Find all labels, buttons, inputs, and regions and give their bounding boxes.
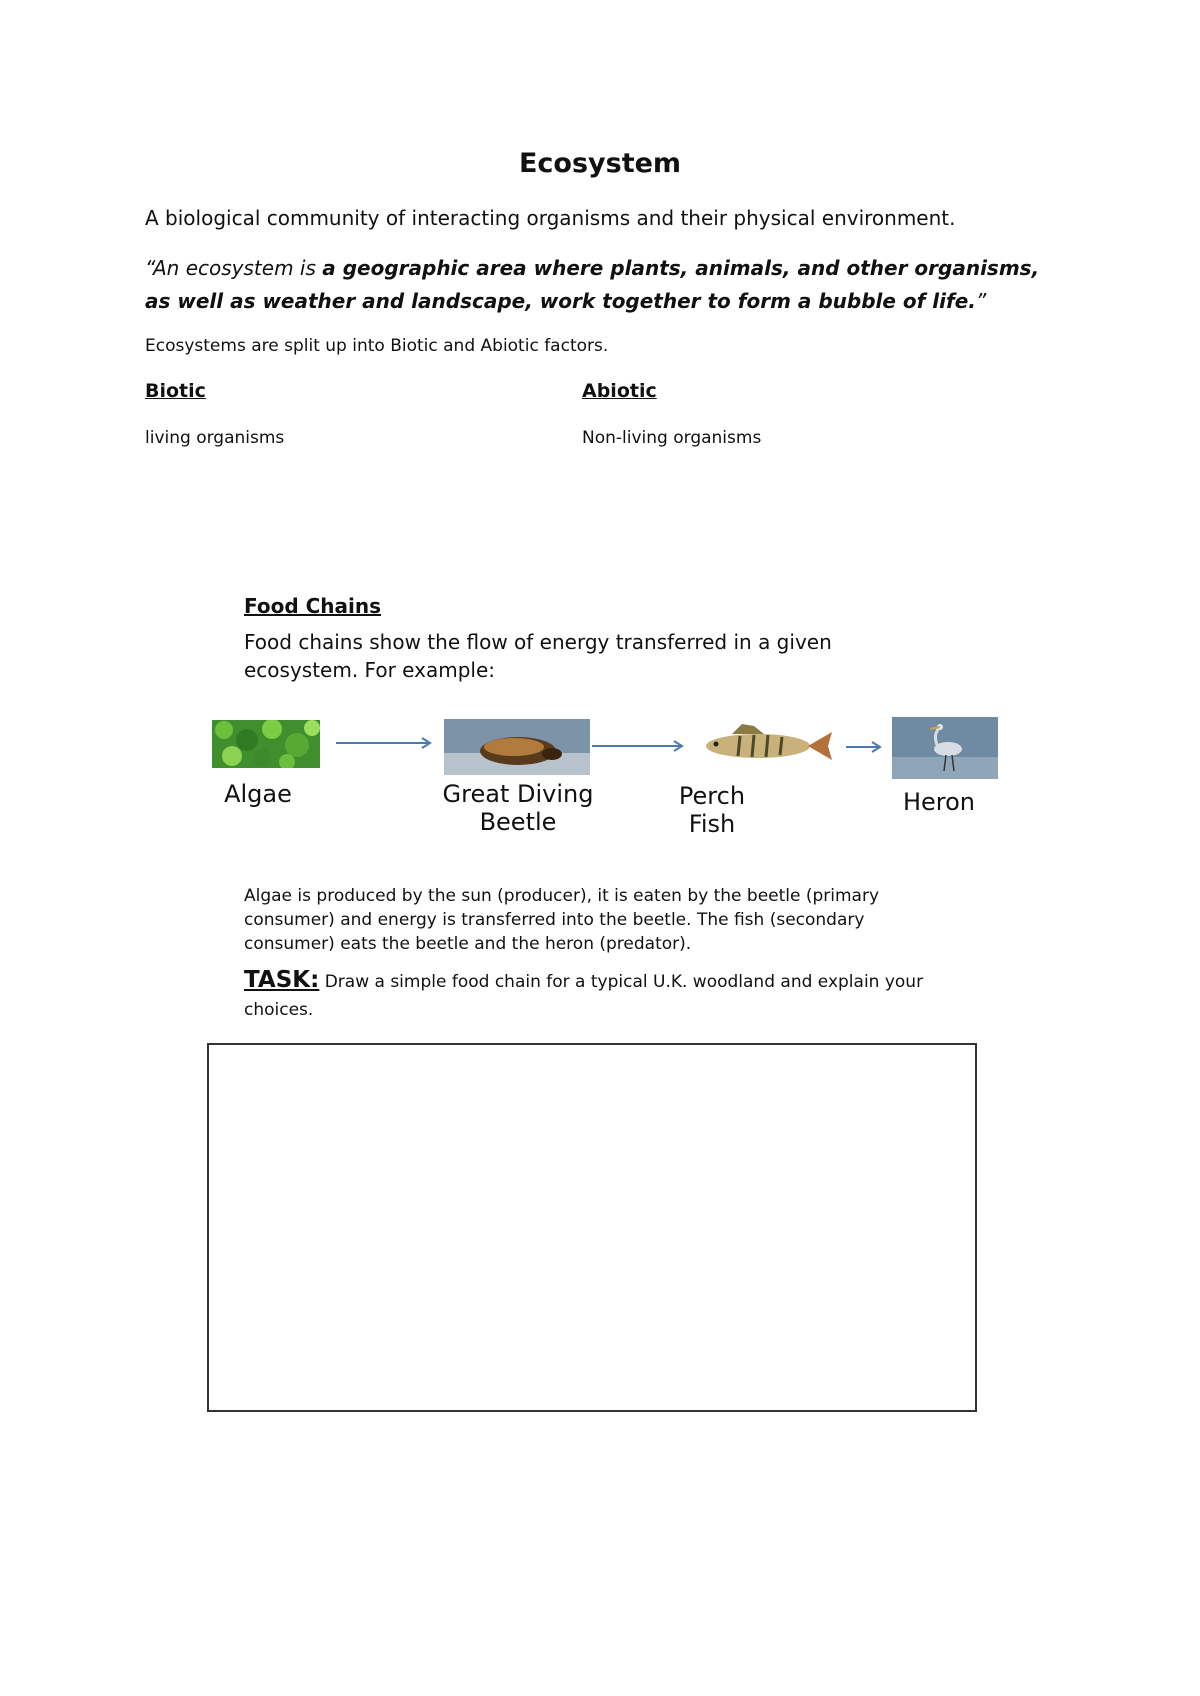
- beetle-image: [444, 719, 590, 775]
- quote-bold: a geographic area where plants, animals, and other organisms, as well as weather and landscape, work together to form a bubble of life.: [145, 256, 1040, 313]
- task-text: Draw a simple food chain for a typical U.K. woodland and explain your choices.: [244, 972, 924, 1020]
- organism-label-perch: Perch Fish: [678, 782, 746, 838]
- quote-close: ”: [975, 289, 987, 313]
- heron-image: [892, 717, 998, 779]
- arrow-icon: [336, 736, 436, 750]
- perch-fish-image: [692, 720, 838, 768]
- food-chain-explanation: Algae is produced by the sun (producer), it is eaten by the beetle (primary consumer) and energy is transferred into the beetle. The fish (secondary consumer) eats the beetle and the heron (predator).: [244, 886, 880, 954]
- organism-label-algae: Algae: [224, 780, 292, 808]
- abiotic-description: Non-living organisms: [582, 428, 762, 448]
- arrow-icon: [846, 740, 886, 754]
- factors-intro: Ecosystems are split up into Biotic and Abiotic factors.: [145, 336, 609, 356]
- biotic-heading: Biotic: [145, 380, 206, 402]
- algae-image: [212, 720, 320, 768]
- task-label: TASK:: [244, 967, 320, 993]
- drawing-answer-box[interactable]: [207, 1043, 977, 1412]
- abiotic-heading: Abiotic: [582, 380, 657, 402]
- ecosystem-quote: [145, 252, 1045, 318]
- food-chains-intro: Food chains show the flow of energy transferred in a given ecosystem. For example:: [244, 630, 832, 682]
- definition-text: A biological community of interacting organisms and their physical environment.: [145, 206, 956, 230]
- quote-open: “An ecosystem is: [145, 256, 323, 280]
- arrow-icon: [592, 739, 688, 753]
- task-instructions: [244, 966, 944, 1024]
- organism-label-beetle: Great Diving Beetle: [442, 780, 594, 836]
- biotic-description: living organisms: [145, 428, 285, 448]
- page-title: Ecosystem: [518, 148, 682, 179]
- organism-label-heron: Heron: [902, 788, 976, 816]
- food-chains-heading: Food Chains: [244, 594, 382, 618]
